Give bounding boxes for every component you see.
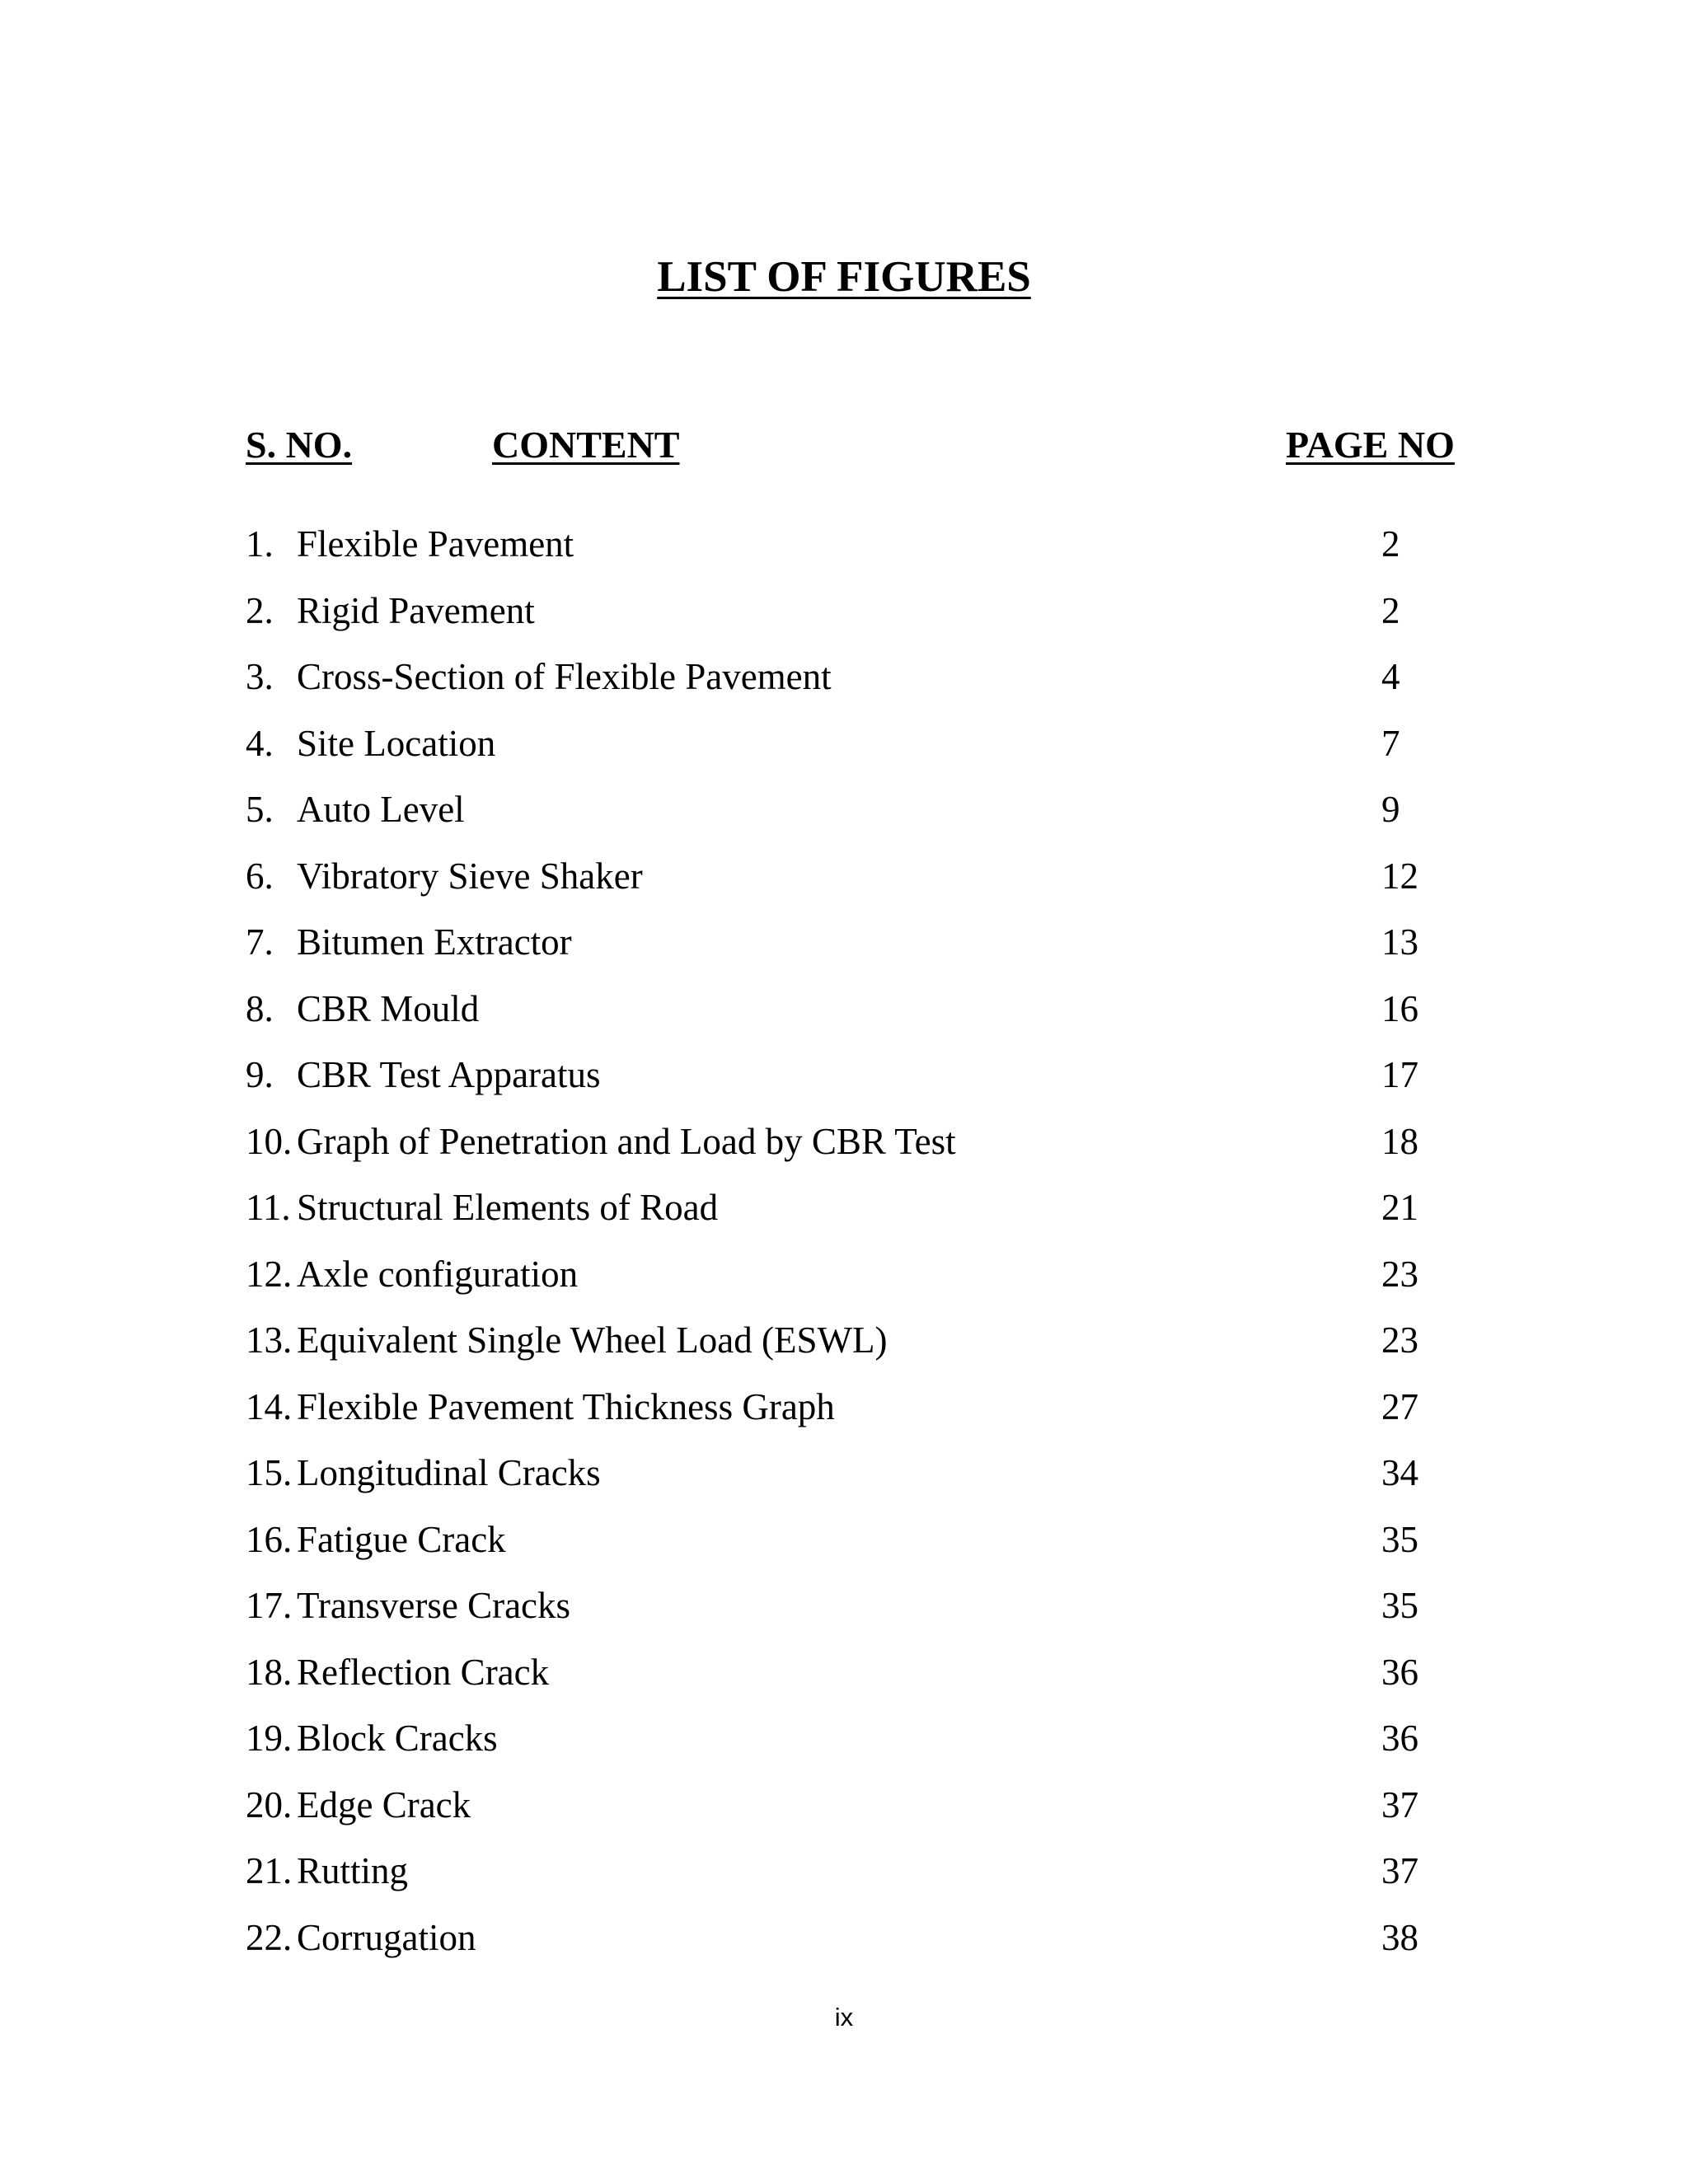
list-item <box>0 1581 1688 1647</box>
figure-number: 7. <box>246 921 274 963</box>
figure-number: 14. <box>246 1385 293 1427</box>
figure-number: 2. <box>246 589 274 631</box>
figure-number: 21. <box>246 1850 293 1891</box>
list-item <box>0 1183 1688 1249</box>
figure-number: 18. <box>246 1651 293 1693</box>
figure-page-number: 34 <box>1381 1452 1418 1493</box>
list-item <box>0 917 1688 984</box>
figure-number: 20. <box>246 1783 293 1825</box>
page-title: LIST OF FIGURES <box>657 253 1031 301</box>
list-item <box>0 984 1688 1051</box>
figure-title: Transverse Cracks <box>297 1585 571 1626</box>
figure-page-number: 38 <box>1381 1916 1418 1958</box>
figure-page-number: 13 <box>1381 921 1418 963</box>
list-item <box>0 652 1688 719</box>
list-item <box>0 1249 1688 1316</box>
figure-page-number: 36 <box>1381 1651 1418 1693</box>
figure-number: 4. <box>246 722 274 764</box>
figure-number: 5. <box>246 789 274 830</box>
figure-title: Vibratory Sieve Shaker <box>297 855 643 897</box>
list-item <box>0 1315 1688 1382</box>
list-item <box>0 851 1688 918</box>
figure-page-number: 35 <box>1381 1518 1418 1560</box>
figure-title: Flexible Pavement <box>297 523 574 565</box>
figure-list <box>0 519 1688 1979</box>
list-item <box>0 719 1688 785</box>
list-item <box>0 1913 1688 1980</box>
list-item <box>0 1647 1688 1714</box>
list-item <box>0 1448 1688 1515</box>
figure-page-number: 2 <box>1381 589 1400 631</box>
table-header <box>0 426 1688 476</box>
figure-title: Cross-Section of Flexible Pavement <box>297 656 832 697</box>
figure-title: Rutting <box>297 1850 409 1891</box>
figure-title: Flexible Pavement Thickness Graph <box>297 1385 835 1427</box>
figure-number: 17. <box>246 1585 293 1626</box>
figure-page-number: 23 <box>1381 1253 1418 1295</box>
figure-title: Block Cracks <box>297 1718 498 1759</box>
list-item <box>0 1050 1688 1117</box>
list-item <box>0 1515 1688 1582</box>
list-item <box>0 519 1688 586</box>
figure-page-number: 17 <box>1381 1054 1418 1095</box>
figure-title: Site Location <box>297 722 496 764</box>
figure-number: 19. <box>246 1718 293 1759</box>
figure-title: Corrugation <box>297 1916 476 1958</box>
list-item <box>0 586 1688 653</box>
list-item <box>0 1713 1688 1780</box>
list-item <box>0 1117 1688 1183</box>
figure-number: 1. <box>246 523 274 565</box>
figure-page-number: 37 <box>1381 1783 1418 1825</box>
list-item <box>0 1846 1688 1913</box>
list-item <box>0 1382 1688 1449</box>
figure-number: 9. <box>246 1054 274 1095</box>
page-number-footer: ix <box>834 2003 854 2032</box>
figure-title: CBR Mould <box>297 987 480 1029</box>
figure-title: Longitudinal Cracks <box>297 1452 601 1493</box>
figure-page-number: 12 <box>1381 855 1418 897</box>
figure-title: Auto Level <box>297 789 465 830</box>
figure-title: Structural Elements of Road <box>297 1187 719 1228</box>
figure-number: 13. <box>246 1319 293 1361</box>
figure-number: 8. <box>246 987 274 1029</box>
header-content: CONTENT <box>492 424 680 466</box>
header-serial-number: S. NO. <box>246 424 353 466</box>
figure-number: 16. <box>246 1518 293 1560</box>
figure-number: 15. <box>246 1452 293 1493</box>
figure-title: Bitumen Extractor <box>297 921 572 963</box>
header-page-number: PAGE NO <box>1286 424 1455 466</box>
figure-title: Graph of Penetration and Load by CBR Test <box>297 1120 956 1162</box>
figure-title: Fatigue Crack <box>297 1518 506 1560</box>
figure-number: 3. <box>246 656 274 697</box>
figure-number: 11. <box>246 1187 291 1228</box>
figure-number: 6. <box>246 855 274 897</box>
figure-page-number: 2 <box>1381 523 1400 565</box>
figure-page-number: 18 <box>1381 1120 1418 1162</box>
figure-page-number: 36 <box>1381 1718 1418 1759</box>
figure-page-number: 23 <box>1381 1319 1418 1361</box>
figure-page-number: 9 <box>1381 789 1400 830</box>
figure-page-number: 37 <box>1381 1850 1418 1891</box>
figure-page-number: 35 <box>1381 1585 1418 1626</box>
list-item <box>0 1780 1688 1847</box>
figure-page-number: 27 <box>1381 1385 1418 1427</box>
figure-number: 12. <box>246 1253 293 1295</box>
figure-title: Rigid Pavement <box>297 589 535 631</box>
figure-page-number: 21 <box>1381 1187 1418 1228</box>
figure-title: Equivalent Single Wheel Load (ESWL) <box>297 1319 888 1361</box>
figure-title: Axle configuration <box>297 1253 579 1295</box>
list-item <box>0 785 1688 851</box>
figure-page-number: 16 <box>1381 987 1418 1029</box>
figure-page-number: 4 <box>1381 656 1400 697</box>
figure-title: Reflection Crack <box>297 1651 550 1693</box>
figure-title: Edge Crack <box>297 1783 471 1825</box>
figure-number: 10. <box>246 1120 293 1162</box>
figure-page-number: 7 <box>1381 722 1400 764</box>
figure-title: CBR Test Apparatus <box>297 1054 601 1095</box>
figure-number: 22. <box>246 1916 293 1958</box>
